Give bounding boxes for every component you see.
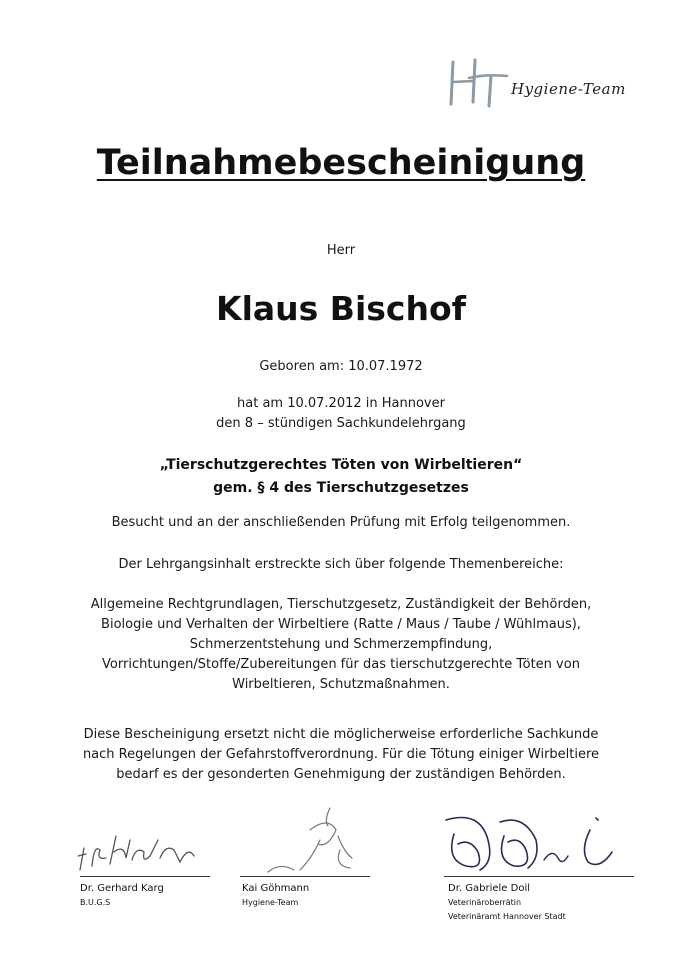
salutation: Herr xyxy=(326,243,356,258)
topic-line: Schmerzentstehung und Schmerzempfindung, xyxy=(189,637,493,652)
signatory-title: Veterinäroberrätin xyxy=(448,898,522,907)
note-line: nach Regelungen der Gefahrstoffverordnung. Für die Tötung einiger Wirbeltiere xyxy=(82,747,600,762)
handwritten-signature-icon xyxy=(70,800,220,880)
attendance-statement xyxy=(0,394,682,434)
topic-line: Vorrichtungen/Stoffe/Zubereitungen für das tierschutzgerechte Töten von xyxy=(102,657,580,672)
birth-date: Geboren am: 10.07.1972 xyxy=(259,359,423,374)
signatory-name: Kai Göhmann xyxy=(242,883,310,894)
logo-text: Hygiene-Team xyxy=(511,80,626,98)
course-title-line: „Tierschutzgerechtes Töten von Wirbeltieren“ xyxy=(159,457,523,473)
signature-block-doil xyxy=(440,800,640,920)
signatory-organization: Veterinäramt Hannover Stadt xyxy=(448,912,566,921)
note-line: bedarf es der gesonderten Genehmigung der zuständigen Behörden. xyxy=(116,767,566,782)
ht-logo-mark-icon xyxy=(445,52,515,112)
topic-line: Wirbeltieren, Schutzmaßnahmen. xyxy=(232,677,450,692)
topic-line: Biologie und Verhalten der Wirbeltiere (Ratte / Maus / Taube / Wühlmaus), xyxy=(101,617,581,632)
note-line: Diese Bescheinigung ersetzt nicht die möglicherweise erforderliche Sachkunde xyxy=(83,727,599,742)
legal-note xyxy=(0,725,682,785)
topics-list xyxy=(0,595,682,695)
topics-intro: Der Lehrgangsinhalt erstreckte sich über folgende Themenbereiche: xyxy=(118,557,564,572)
signature-line xyxy=(240,876,370,877)
course-title xyxy=(0,454,682,500)
signature-block-goehmann xyxy=(240,800,390,920)
hygiene-team-logo xyxy=(445,52,655,112)
handwritten-signature-icon xyxy=(240,800,390,880)
handwritten-signature-icon xyxy=(440,800,640,880)
signatory-organization: B.U.G.S xyxy=(80,898,111,907)
signatory-name: Dr. Gerhard Karg xyxy=(80,883,164,894)
certificate-title: Teilnahmebescheinigung xyxy=(96,143,586,183)
course-title-line: gem. § 4 des Tierschutzgesetzes xyxy=(213,480,469,496)
signature-line xyxy=(80,876,210,877)
signatory-name: Dr. Gabriele Doil xyxy=(448,883,531,894)
attendance-line: den 8 – stündigen Sachkundelehrgang xyxy=(216,416,466,431)
attendance-line: hat am 10.07.2012 in Hannover xyxy=(237,396,445,411)
result-statement: Besucht und an der anschließenden Prüfung mit Erfolg teilgenommen. xyxy=(111,515,571,530)
topic-line: Allgemeine Rechtgrundlagen, Tierschutzgesetz, Zuständigkeit der Behörden, xyxy=(90,597,592,612)
signature-line xyxy=(444,876,634,877)
signature-block-karg xyxy=(70,800,220,920)
participant-name: Klaus Bischof xyxy=(216,289,466,328)
signatory-organization: Hygiene-Team xyxy=(242,898,299,907)
